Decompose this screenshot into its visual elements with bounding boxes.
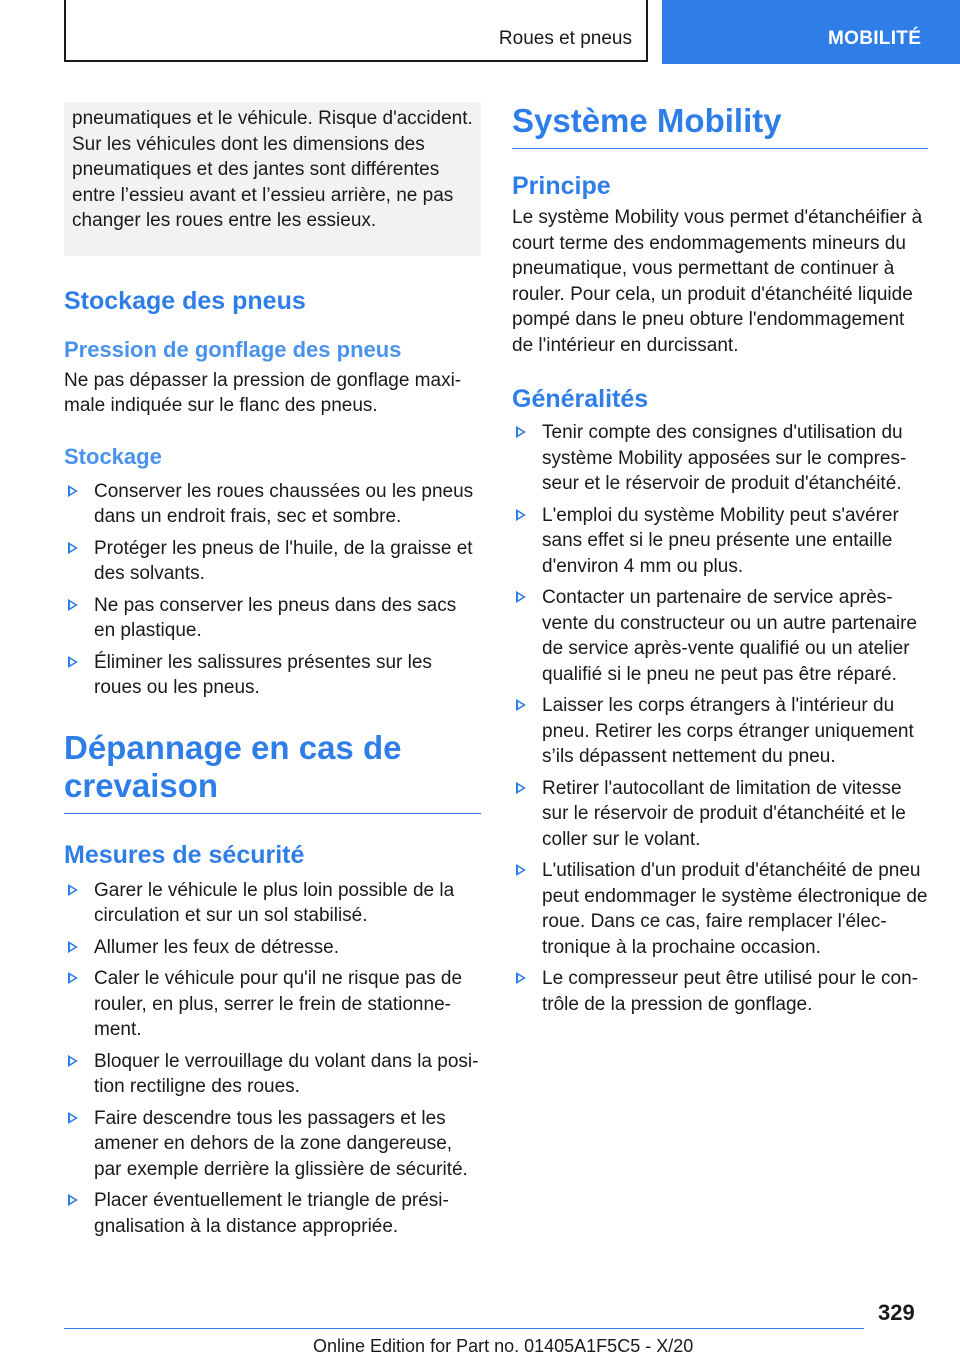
list-item: Laisser les corps étrangers à l'intérieur du pneu. Retirer les corps étranger uniquement s’ils dépassent nettement du pneu.: [512, 693, 928, 770]
triangle-bullet-icon: [516, 699, 526, 711]
list-item: Éliminer les salissures présentes sur les roues ou les pneus.: [64, 650, 481, 701]
left-column: [64, 102, 481, 1245]
safety-heading: Mesures de sécurité: [64, 840, 305, 869]
section-title: Roues et pneus: [498, 28, 632, 49]
triangle-bullet-icon: [68, 1055, 78, 1067]
list-item: Faire descendre tous les passagers et les amener en dehors de la zone dangereuse, par exemple derrière la glissière de sécurité.: [64, 1106, 481, 1183]
safety-list: [64, 878, 481, 1240]
list-item: Conserver les roues chaussées ou les pneus dans un endroit frais, sec et sombre.: [64, 479, 481, 530]
triangle-bullet-icon: [68, 542, 78, 554]
list-item: Ne pas conserver les pneus dans des sacs en plastique.: [64, 593, 481, 644]
triangle-bullet-icon: [68, 941, 78, 953]
list-item: Retirer l'autocollant de limitation de vitesse sur le réservoir de produit d'étanchéité et le coller sur le volant.: [512, 776, 928, 853]
general-list: [512, 420, 928, 1017]
pressure-text: Ne pas dépasser la pression de gonflage maxi-male indiquée sur le flanc des pneus.: [64, 369, 462, 416]
mobility-heading: Système Mobility: [512, 102, 928, 149]
triangle-bullet-icon: [68, 884, 78, 896]
list-item: Tenir compte des consignes d'utilisation du système Mobility apposées sur le compres-seur et le réservoir de produit d'étanchéité.: [512, 420, 928, 497]
triangle-bullet-icon: [516, 864, 526, 876]
edition-note: Online Edition for Part no. 01405A1F5C5 - X/20: [313, 1336, 694, 1356]
page-header: [0, 0, 960, 66]
chapter-tab: [662, 0, 960, 64]
list-item: L'emploi du système Mobility peut s'avérer sans effet si le pneu présente une entaille d'environ 4 mm ou plus.: [512, 503, 928, 580]
list-item: Bloquer le verrouillage du volant dans la posi-tion rectiligne des roues.: [64, 1049, 481, 1100]
pressure-heading: Pression de gonflage des pneus: [64, 336, 402, 362]
storage-heading: Stockage des pneus: [64, 286, 306, 315]
list-item: Garer le véhicule le plus loin possible de la circulation et sur un sol stabilisé.: [64, 878, 481, 929]
breakdown-heading: Dépannage en cas de crevaison: [64, 729, 481, 814]
list-item: Protéger les pneus de l'huile, de la graisse et des solvants.: [64, 536, 481, 587]
list-item: Le compresseur peut être utilisé pour le con-trôle de la pression de gonflage.: [512, 966, 928, 1017]
principle-heading: Principe: [512, 172, 611, 200]
triangle-bullet-icon: [516, 591, 526, 603]
triangle-bullet-icon: [68, 656, 78, 668]
page-number: 329: [878, 1300, 915, 1325]
principle-text: Le système Mobility vous permet d'étanchéifier à court terme des endommagements mineurs du pneumatique, vous permettant de continuer à rouler. Pour cela, un produit d'étanchéité liquide pompé dans le pneu obture l'endommagement de l'intérieur en durcissant.: [512, 207, 923, 356]
triangle-bullet-icon: [68, 599, 78, 611]
warning-line: pneumatiques et le véhicule. Risque d'accident.: [72, 108, 473, 129]
stockage-list: [64, 479, 481, 701]
triangle-bullet-icon: [68, 1112, 78, 1124]
chapter-title: MOBILITÉ: [828, 28, 922, 49]
list-item: Caler le véhicule pour qu'il ne risque pas de rouler, en plus, serrer le frein de stationne-ment.: [64, 966, 481, 1043]
list-item: L'utilisation d'un produit d'étanchéité de pneu peut endommager le système électronique de roue. Dans ce cas, faire remplacer l'élec-tronique à la prochaine occasion.: [512, 858, 928, 960]
triangle-bullet-icon: [68, 972, 78, 984]
triangle-bullet-icon: [516, 782, 526, 794]
triangle-bullet-icon: [516, 426, 526, 438]
right-column: [512, 102, 928, 1023]
triangle-bullet-icon: [516, 972, 526, 984]
list-item: Contacter un partenaire de service après-vente du constructeur ou un autre partenaire de service après-vente qualifié ou un atelier qualifié si le pneu ne peut pas être réparé.: [512, 585, 928, 687]
list-item: Allumer les feux de détresse.: [64, 935, 481, 961]
list-item: Placer éventuellement le triangle de prési-gnalisation à la distance appropriée.: [64, 1188, 481, 1239]
warning-line: pneumatiques et des jantes sont différentes: [72, 159, 440, 180]
triangle-bullet-icon: [516, 509, 526, 521]
warning-line: entre l’essieu avant et l’essieu arrière, ne pas: [72, 184, 454, 206]
triangle-bullet-icon: [68, 1194, 78, 1206]
general-heading: Généralités: [512, 385, 649, 413]
section-tab: [64, 0, 648, 62]
triangle-bullet-icon: [68, 485, 78, 497]
warning-line: changer les roues entre les essieux.: [72, 210, 377, 231]
warning-line: Sur les véhicules dont les dimensions des: [72, 133, 425, 155]
stockage-heading: Stockage: [64, 443, 162, 469]
footer-divider: [64, 1328, 864, 1329]
warning-box: [64, 102, 481, 256]
